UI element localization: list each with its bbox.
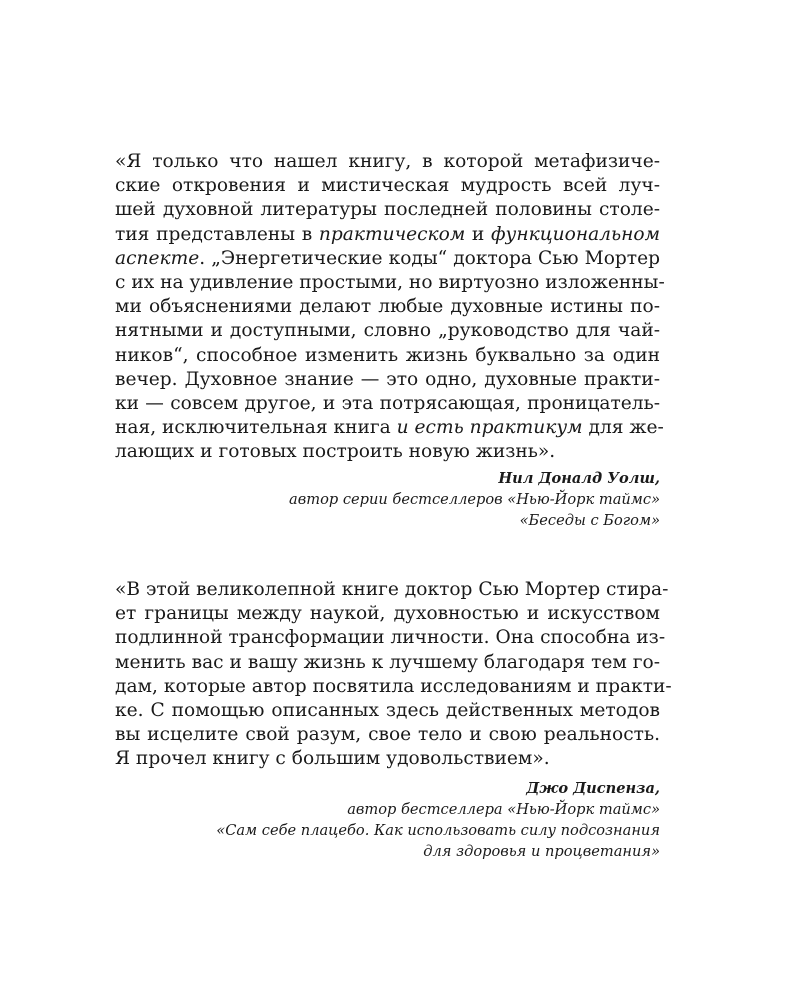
quote-attribution [115,468,660,531]
emphasis-text: и есть практикум [396,417,583,439]
quote-text [115,150,665,464]
quote-text [115,578,672,772]
emphasis-text: функциональном [491,223,660,245]
quote-line: «В этой великолепной книге доктор Сью Мортер стира- [115,579,669,600]
quote-line: «Я только что нашел книгу, в которой метафизиче- [115,151,660,172]
quote-line: ки — совсем другое, и эта потрясающая, проницатель- [115,392,660,414]
quote-line: вы исцелите свой разум, свое тело и свою реальность. [115,724,660,746]
quote-line: шей духовной литературы последней половины столе- [115,199,660,221]
quote-line: дам, которые автор посвятила исследованиям и практи- [115,675,672,697]
quote-fragment: тия представлены в [115,223,319,245]
author-name: Нил Доналд Уолш, [498,470,660,488]
quote-line: ников“, способное изменить жизнь буквально за один [115,344,660,366]
quote-line: ке. С помощью описанных здесь действенных методов [115,699,660,721]
quote-fragment: и [465,223,491,245]
quote-line [115,416,664,440]
quote-line [115,223,660,247]
author-name: Джо Диспенза, [526,779,660,797]
quote-line: нятными и доступными, словно „руководство для чай- [115,320,660,342]
quote-fragment: ная, исключительная книга [115,417,397,439]
emphasis-text: практическом [318,223,466,245]
book-page [115,0,672,1000]
quote-fragment: для же- [582,417,664,439]
emphasis-text: аспекте [115,247,200,269]
author-role: автор бестселлера «Нью-Йорк таймс» [347,800,660,818]
book-title: «Беседы с Богом» [519,512,660,530]
quote-fragment: . „Энергетические коды“ доктора Сью Мортер [199,247,660,269]
quote-line: ми объяснениями делают любые духовные истины по- [115,296,660,318]
quote-line: менить вас и вашу жизнь к лучшему благодаря тем го- [115,651,660,673]
quote-line: ет границы между наукой, духовностью и искусством [115,603,660,625]
book-title: «Сам себе плацебо. Как использовать силу подсознания [216,821,660,839]
quote-line: подлинной трансформации личности. Она способна из- [115,627,666,649]
quote-line: ские откровения и мистическая мудрость всей луч- [115,175,660,197]
quote-line: лающих и готовых построить новую жизнь». [115,441,556,463]
quote-attribution [115,778,660,862]
quote-line: Я прочел книгу с большим удовольствием». [115,748,550,770]
quote-line [115,247,660,271]
testimonial-quote-1 [115,150,665,531]
quote-line: с их на удивление простыми, но виртуозно изложенны- [115,271,665,293]
testimonial-quote-2 [115,578,672,862]
author-role: автор серии бестселлеров «Нью-Йорк таймс» [289,491,660,509]
book-title-continued: для здоровья и процветания» [423,842,660,860]
quote-line: вечер. Духовное знание — это одно, духовные практи- [115,368,660,390]
